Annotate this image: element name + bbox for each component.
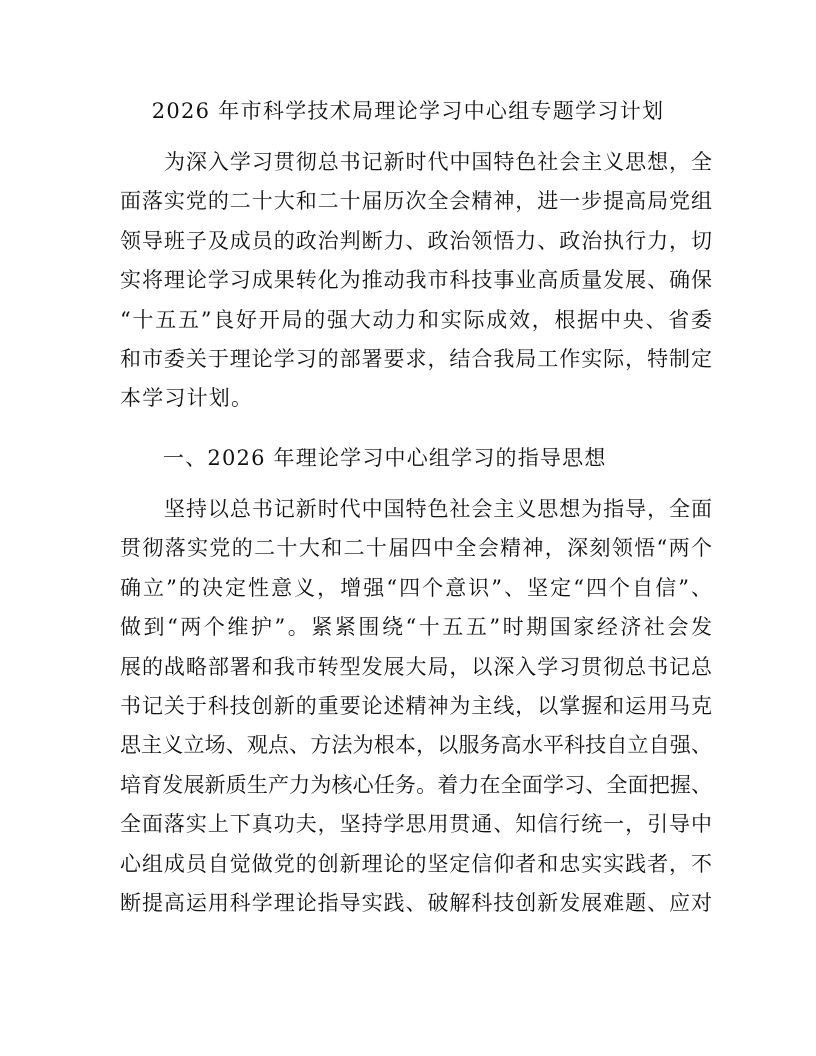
paragraph-line: 全面落实上下真功夫，坚持学思用贯通、知信行统一，引导中 (120, 812, 712, 837)
paragraph-line: 书记关于科技创新的重要论述精神为主线，以掌握和运用马克 (120, 693, 712, 718)
section-heading: 一、2026 年理论学习中心组学习的指导思想 (163, 446, 607, 470)
paragraph-line: 思主义立场、观点、方法为根本，以服务高水平科技自立自强、 (120, 733, 712, 758)
paragraph-line: 为深入学习贯彻总书记新时代中国特色社会主义思想，全 (164, 150, 712, 174)
paragraph-line: 坚持以总书记新时代中国特色社会主义思想为指导，全面 (164, 497, 712, 521)
paragraph-line: 贯彻落实党的二十大和二十届四中全会精神，深刻领悟“两个 (120, 536, 712, 561)
paragraph-line: 培育发展新质生产力为核心任务。着力在全面学习、全面把握、 (120, 772, 712, 797)
paragraph-line: 和市委关于理论学习的部署要求，结合我局工作实际，特制定 (120, 346, 712, 371)
paragraph-line: “十五五”良好开局的强大动力和实际成效，根据中央、省委 (120, 307, 712, 332)
section-1-paragraph (120, 490, 712, 923)
document-title: 2026 年市科学技术局理论学习中心组专题学习计划 (151, 99, 665, 123)
paragraph-line: 本学习计划。 (120, 386, 254, 411)
paragraph-line: 展的战略部署和我市转型发展大局，以深入学习贯彻总书记总 (120, 654, 712, 679)
paragraph-line: 实将理论学习成果转化为推动我市科技事业高质量发展、确保 (120, 268, 712, 293)
paragraph-line: 心组成员自觉做党的创新理论的坚定信仰者和忠实实践者，不 (120, 851, 712, 876)
paragraph-line: 领导班子及成员的政治判断力、政治领悟力、政治执行力，切 (120, 228, 712, 253)
intro-paragraph (120, 143, 712, 419)
paragraph-line: 做到“两个维护”。紧紧围绕“十五五”时期国家经济社会发 (120, 615, 712, 640)
paragraph-line: 确立”的决定性意义，增强“四个意识”、坚定“四个自信”、 (120, 575, 712, 600)
paragraph-line: 面落实党的二十大和二十届历次全会精神，进一步提高局党组 (120, 189, 712, 214)
paragraph-line: 断提高运用科学理论指导实践、破解科技创新发展难题、应对 (120, 890, 712, 915)
